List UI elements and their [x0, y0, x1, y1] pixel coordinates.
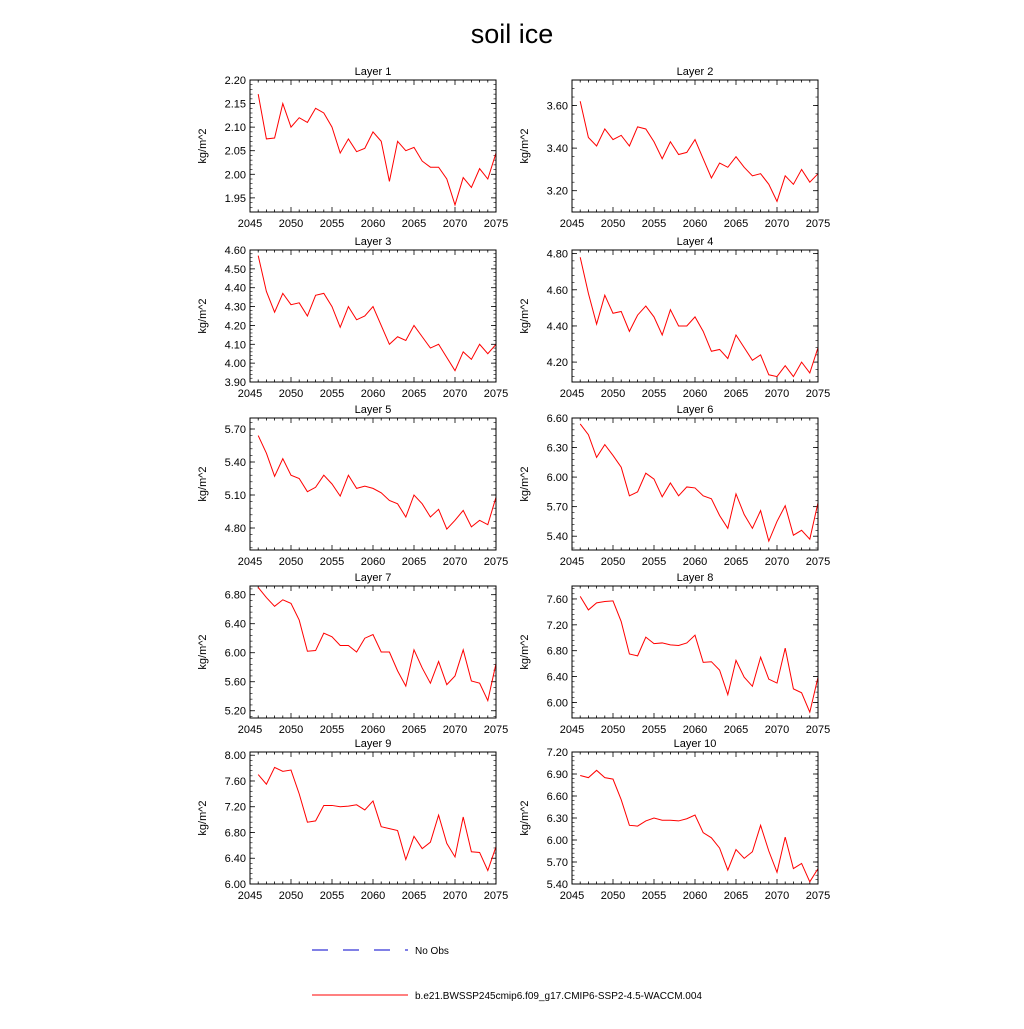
panel-2 — [519, 66, 830, 230]
y-tick-label: 4.80 — [546, 248, 568, 261]
y-tick-label: 6.80 — [546, 645, 568, 658]
x-tick-label: 2055 — [641, 218, 667, 230]
x-tick-label: 2050 — [600, 724, 626, 736]
y-axis-label: kg/m^2 — [197, 128, 209, 164]
x-tick-label: 2075 — [805, 388, 831, 400]
x-tick-label: 2045 — [559, 890, 585, 902]
x-tick-label: 2075 — [483, 556, 509, 568]
y-tick-label: 7.60 — [224, 775, 246, 788]
x-tick-label: 2060 — [682, 556, 708, 568]
y-tick-label: 6.00 — [546, 697, 568, 710]
plot-frame — [572, 250, 818, 382]
x-tick-label: 2060 — [682, 388, 708, 400]
y-tick-label: 4.50 — [224, 263, 246, 276]
panel-8 — [519, 572, 830, 736]
series-line — [580, 770, 818, 881]
y-tick-label: 5.70 — [546, 857, 568, 869]
panel-title: Layer 9 — [354, 738, 392, 750]
y-tick-label: 6.80 — [224, 827, 246, 840]
legend-obs-label: No Obs — [415, 946, 449, 957]
panels — [197, 66, 830, 902]
y-tick-label: 4.30 — [224, 301, 246, 314]
y-axis-label: kg/m^2 — [197, 298, 209, 334]
x-tick-label: 2070 — [764, 724, 790, 736]
y-tick-label: 5.40 — [546, 879, 568, 891]
x-tick-label: 2050 — [600, 388, 626, 400]
y-tick-label: 3.20 — [546, 185, 568, 198]
x-tick-label: 2055 — [641, 890, 667, 902]
y-tick-label: 3.40 — [546, 143, 568, 156]
x-tick-label: 2075 — [805, 890, 831, 902]
y-axis-label: kg/m^2 — [197, 800, 209, 836]
panel-title: Layer 4 — [676, 236, 714, 248]
panel-title: Layer 7 — [354, 572, 392, 584]
x-tick-label: 2070 — [764, 556, 790, 568]
y-tick-label: 6.30 — [546, 442, 568, 455]
panel-3 — [197, 236, 508, 400]
x-tick-label: 2050 — [278, 556, 304, 568]
x-tick-label: 2045 — [237, 724, 263, 736]
x-tick-label: 2075 — [483, 890, 509, 902]
series-line — [580, 257, 818, 376]
plot-frame — [572, 80, 818, 212]
x-tick-label: 2060 — [360, 890, 386, 902]
y-tick-label: 4.20 — [224, 320, 246, 333]
x-tick-label: 2055 — [641, 724, 667, 736]
y-tick-label: 2.20 — [224, 75, 246, 87]
y-tick-label: 2.00 — [224, 169, 246, 182]
x-tick-label: 2050 — [600, 890, 626, 902]
x-tick-label: 2070 — [764, 218, 790, 230]
x-tick-label: 2065 — [723, 388, 749, 400]
plot-frame — [572, 418, 818, 550]
y-tick-label: 2.05 — [224, 145, 246, 158]
x-tick-label: 2055 — [319, 556, 345, 568]
x-tick-label: 2070 — [442, 218, 468, 230]
plot-frame — [250, 586, 496, 718]
y-tick-label: 4.40 — [224, 282, 246, 295]
y-tick-label: 5.40 — [546, 531, 568, 544]
x-tick-label: 2045 — [237, 556, 263, 568]
y-axis-label: kg/m^2 — [519, 800, 531, 836]
series-line — [580, 596, 818, 712]
y-tick-label: 5.70 — [546, 501, 568, 514]
y-tick-label: 4.20 — [546, 357, 568, 370]
y-tick-label: 2.15 — [224, 98, 246, 111]
panel-10 — [519, 738, 830, 902]
x-tick-label: 2065 — [723, 890, 749, 902]
x-tick-label: 2045 — [559, 388, 585, 400]
x-tick-label: 2055 — [319, 890, 345, 902]
series-line — [580, 424, 818, 541]
y-tick-label: 6.80 — [224, 589, 246, 602]
y-tick-label: 7.20 — [224, 801, 246, 814]
x-tick-label: 2045 — [237, 388, 263, 400]
y-tick-label: 6.00 — [546, 472, 568, 485]
x-tick-label: 2045 — [559, 556, 585, 568]
x-tick-label: 2070 — [442, 388, 468, 400]
y-tick-label: 3.60 — [546, 100, 568, 113]
y-tick-label: 5.40 — [224, 457, 246, 469]
plot-frame — [250, 752, 496, 884]
series-line — [258, 256, 496, 371]
y-tick-label: 4.00 — [224, 358, 246, 371]
y-axis-label: kg/m^2 — [519, 634, 531, 670]
y-tick-label: 1.95 — [224, 192, 246, 205]
y-axis-label: kg/m^2 — [519, 466, 531, 502]
y-tick-label: 5.10 — [224, 490, 246, 502]
x-tick-label: 2050 — [278, 218, 304, 230]
y-tick-label: 4.10 — [224, 339, 246, 352]
x-tick-label: 2060 — [682, 890, 708, 902]
x-tick-label: 2060 — [682, 218, 708, 230]
panel-title: Layer 10 — [673, 738, 717, 750]
y-tick-label: 6.60 — [546, 413, 568, 425]
panel-title: Layer 5 — [354, 404, 392, 416]
x-tick-label: 2065 — [723, 218, 749, 230]
panel-title: Layer 3 — [354, 236, 392, 248]
series-line — [580, 101, 818, 201]
x-tick-label: 2045 — [237, 890, 263, 902]
y-tick-label: 6.60 — [546, 791, 568, 803]
legend-model-label: b.e21.BWSSP245cmip6.f09_g17.CMIP6-SSP2-4.5-WACCM.004 — [415, 991, 702, 1002]
legend — [312, 946, 702, 1002]
x-tick-label: 2055 — [319, 724, 345, 736]
panel-7 — [197, 572, 508, 736]
panel-1 — [197, 66, 508, 230]
y-axis-label: kg/m^2 — [197, 634, 209, 670]
series-line — [258, 587, 496, 700]
panel-title: Layer 8 — [676, 572, 714, 584]
x-tick-label: 2050 — [600, 556, 626, 568]
y-tick-label: 4.60 — [546, 284, 568, 297]
y-tick-label: 6.30 — [546, 813, 568, 825]
series-line — [258, 436, 496, 529]
x-tick-label: 2065 — [401, 724, 427, 736]
x-tick-label: 2050 — [278, 388, 304, 400]
x-tick-label: 2070 — [764, 890, 790, 902]
y-tick-label: 2.10 — [224, 122, 246, 135]
x-tick-label: 2065 — [723, 556, 749, 568]
y-tick-label: 7.20 — [546, 619, 568, 632]
y-tick-label: 6.00 — [224, 879, 246, 891]
x-tick-label: 2045 — [559, 218, 585, 230]
y-tick-label: 6.00 — [546, 835, 568, 847]
x-tick-label: 2070 — [442, 556, 468, 568]
x-tick-label: 2075 — [805, 724, 831, 736]
panel-6 — [519, 404, 830, 568]
y-tick-label: 5.20 — [224, 705, 246, 718]
panel-title: Layer 2 — [676, 66, 714, 78]
x-tick-label: 2060 — [360, 724, 386, 736]
x-tick-label: 2070 — [764, 388, 790, 400]
y-axis-label: kg/m^2 — [519, 298, 531, 334]
panel-4 — [519, 236, 830, 400]
x-tick-label: 2065 — [401, 388, 427, 400]
figure-title: soil ice — [470, 19, 554, 49]
y-tick-label: 8.00 — [224, 750, 246, 763]
x-tick-label: 2065 — [401, 556, 427, 568]
x-tick-label: 2070 — [442, 890, 468, 902]
x-tick-label: 2050 — [600, 218, 626, 230]
x-tick-label: 2055 — [641, 556, 667, 568]
y-tick-label: 6.40 — [224, 853, 246, 866]
x-tick-label: 2060 — [360, 218, 386, 230]
x-tick-label: 2050 — [278, 724, 304, 736]
x-tick-label: 2055 — [641, 388, 667, 400]
y-tick-label: 3.90 — [224, 377, 246, 389]
y-tick-label: 6.90 — [546, 769, 568, 781]
x-tick-label: 2075 — [483, 724, 509, 736]
x-tick-label: 2060 — [360, 388, 386, 400]
x-tick-label: 2055 — [319, 388, 345, 400]
x-tick-label: 2050 — [278, 890, 304, 902]
y-tick-label: 6.40 — [224, 618, 246, 631]
y-axis-label: kg/m^2 — [519, 128, 531, 164]
y-tick-label: 4.40 — [546, 320, 568, 333]
panel-9 — [197, 738, 508, 902]
x-tick-label: 2075 — [805, 218, 831, 230]
x-tick-label: 2060 — [360, 556, 386, 568]
plot-frame — [250, 418, 496, 550]
x-tick-label: 2055 — [319, 218, 345, 230]
y-tick-label: 5.60 — [224, 676, 246, 689]
y-tick-label: 6.00 — [224, 647, 246, 660]
x-tick-label: 2065 — [723, 724, 749, 736]
panel-title: Layer 1 — [354, 66, 392, 78]
y-tick-label: 7.20 — [546, 747, 568, 759]
x-tick-label: 2075 — [805, 556, 831, 568]
x-tick-label: 2075 — [483, 218, 509, 230]
series-line — [258, 94, 496, 205]
x-tick-label: 2070 — [442, 724, 468, 736]
x-tick-label: 2045 — [237, 218, 263, 230]
y-tick-label: 4.80 — [224, 523, 246, 535]
y-axis-label: kg/m^2 — [197, 466, 209, 502]
x-tick-label: 2075 — [483, 388, 509, 400]
x-tick-label: 2060 — [682, 724, 708, 736]
y-tick-label: 6.40 — [546, 671, 568, 684]
plot-frame — [572, 752, 818, 884]
y-tick-label: 4.60 — [224, 245, 246, 257]
y-tick-label: 5.70 — [224, 424, 246, 436]
panel-5 — [197, 404, 508, 568]
plot-frame — [572, 586, 818, 718]
x-tick-label: 2045 — [559, 724, 585, 736]
series-line — [258, 767, 496, 870]
y-tick-label: 7.60 — [546, 593, 568, 606]
x-tick-label: 2065 — [401, 218, 427, 230]
panel-title: Layer 6 — [676, 404, 714, 416]
x-tick-label: 2065 — [401, 890, 427, 902]
